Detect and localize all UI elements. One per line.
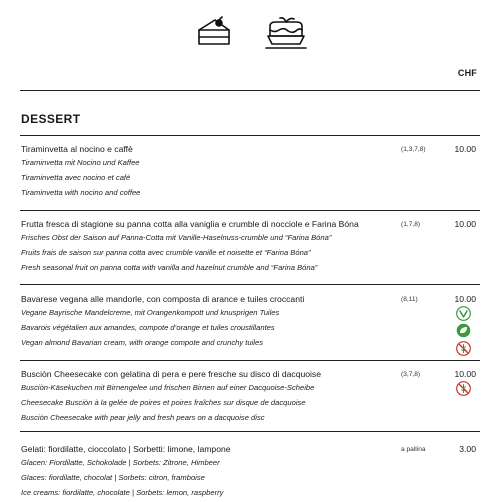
item-translation-fr: Fruits frais de saison sur panna cotta avec crumble vanille et noisette et “Farina Bóna” bbox=[21, 248, 311, 257]
menu-item bbox=[20, 293, 480, 363]
menu-item bbox=[20, 368, 480, 434]
item-allergens: (1,3,7,8) bbox=[401, 146, 426, 153]
item-divider bbox=[20, 210, 480, 211]
item-translation-de: Tiraminvetta mit Nocino und Kaffee bbox=[21, 158, 140, 167]
item-translation-de: Vegane Bayrische Mandelcreme, mit Orangenkompott und knusprigen Tuiles bbox=[21, 308, 280, 317]
item-price: 10.00 bbox=[454, 294, 476, 304]
item-allergens: (8,11) bbox=[401, 296, 418, 303]
item-divider bbox=[20, 431, 480, 432]
header-divider bbox=[20, 90, 480, 91]
pudding-icon bbox=[264, 16, 308, 54]
item-allergens: (3,7,8) bbox=[401, 371, 421, 378]
item-translation-fr: Bavarois végétalien aux amandes, compote d’orange et tuiles croustillantes bbox=[21, 323, 275, 332]
item-price: 10.00 bbox=[454, 369, 476, 379]
vegan-icon bbox=[456, 306, 471, 321]
no-gluten-icon bbox=[456, 381, 471, 396]
item-divider bbox=[20, 360, 480, 361]
item-translation-en: Busciòn Cheesecake with pear jelly and fresh pears on a dacquoise disc bbox=[21, 413, 265, 422]
item-translation-en: Fresh seasonal fruit on panna cotta with vanilla and hazelnut crumble and “Farina Bóna” bbox=[21, 263, 318, 272]
currency-label: CHF bbox=[457, 68, 477, 78]
item-allergens: (1,7,8) bbox=[401, 221, 421, 228]
item-translation-de: Busciòn-Käsekuchen mit Birnengelee und frischen Birnen auf einer Dacquoise-Scheibe bbox=[21, 383, 315, 392]
item-translation-fr: Glaces: fiordilatte, chocolat | Sorbets: citron, framboise bbox=[21, 473, 205, 482]
item-allergens: a pallina bbox=[401, 446, 426, 453]
cake-icon bbox=[195, 16, 235, 48]
menu-item bbox=[20, 443, 480, 502]
item-translation-fr: Tiraminvetta avec nocino et café bbox=[21, 173, 131, 182]
item-name: Bavarese vegana alle mandorle, con composta di arance e tuiles croccanti bbox=[21, 294, 305, 304]
item-translation-en: Vegan almond Bavarian cream, with orange compote and crunchy tuiles bbox=[21, 338, 264, 347]
item-divider bbox=[20, 284, 480, 285]
leaf-icon bbox=[456, 323, 471, 338]
section-divider bbox=[20, 135, 480, 136]
item-price: 10.00 bbox=[454, 219, 476, 229]
menu-item bbox=[20, 218, 480, 290]
no-gluten-icon bbox=[456, 341, 471, 356]
item-price: 3.00 bbox=[459, 444, 476, 454]
item-translation-en: Ice creams: fiordilatte, chocolate | Sorbets: lemon, raspberry bbox=[21, 488, 224, 497]
item-name: Busciòn Cheesecake con gelatina di pera e pere fresche su disco di dacquoise bbox=[21, 369, 322, 379]
item-translation-fr: Cheesecake Busciòn à la gelée de poires et poires fraîches sur disque de dacquoise bbox=[21, 398, 306, 407]
item-translation-en: Tiraminvetta with nocino and coffee bbox=[21, 188, 141, 197]
header-icons bbox=[0, 16, 500, 56]
item-price: 10.00 bbox=[454, 144, 476, 154]
section-title: DESSERT bbox=[21, 112, 81, 126]
item-translation-de: Glacen: Fiordilatte, Schokolade | Sorbets: Zitrone, Himbeer bbox=[21, 458, 220, 467]
item-name: Tiraminvetta al nocino e caffè bbox=[21, 144, 133, 154]
item-translation-de: Frisches Obst der Saison auf Panna-Cotta mit Vanille-Haselnuss-crumble und “Farina Bóna” bbox=[21, 233, 332, 242]
item-name: Frutta fresca di stagione su panna cotta alla vaniglia e crumble di nocciole e Farina Bóna bbox=[21, 219, 359, 229]
item-name: Gelati: fiordilatte, cioccolato | Sorbetti: limone, lampone bbox=[21, 444, 231, 454]
menu-item bbox=[20, 143, 480, 213]
